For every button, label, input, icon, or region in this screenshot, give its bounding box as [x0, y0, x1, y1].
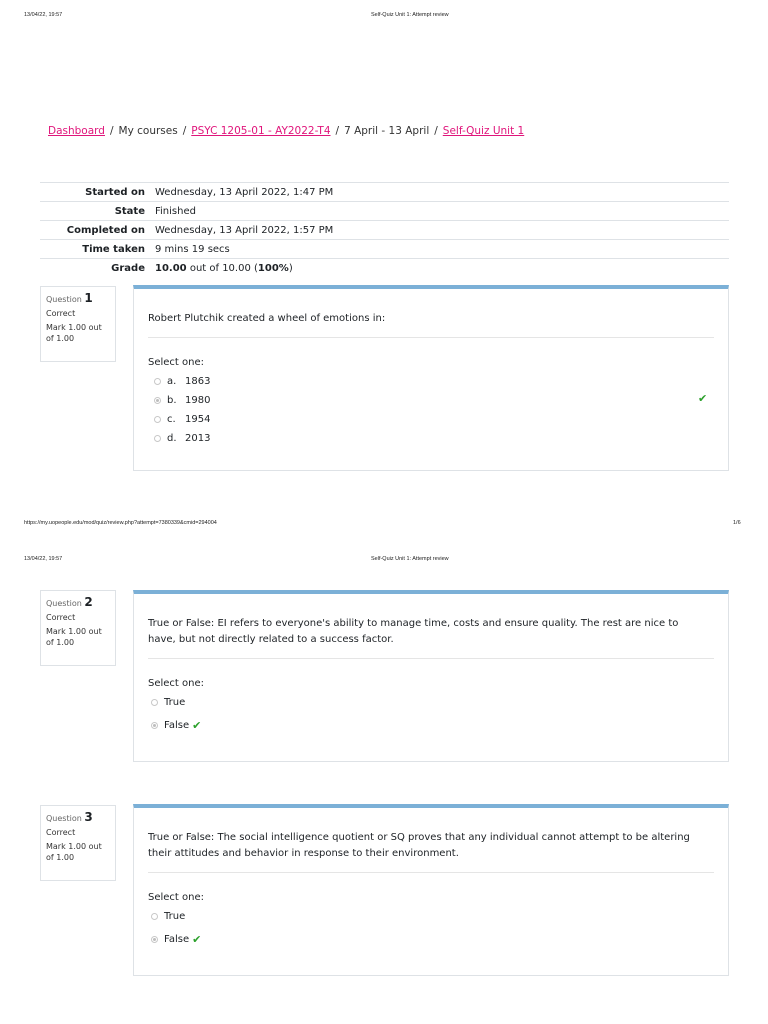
print-datetime: 13/04/22, 19:57 [24, 12, 63, 18]
summary-label: Time taken [40, 240, 150, 259]
question-mark: Mark 1.00 out of 1.00 [46, 627, 102, 647]
print-title: Self-Quiz Unit 1: Attempt review [371, 556, 449, 562]
question-text: Robert Plutchik created a wheel of emotions in: [148, 313, 386, 324]
option-letter: a. [167, 376, 177, 387]
print-page-number: 1/6 [733, 520, 741, 526]
print-datetime: 13/04/22, 19:57 [24, 556, 63, 562]
summary-value: Wednesday, 13 April 2022, 1:47 PM [150, 183, 729, 202]
divider [148, 872, 714, 873]
question-status: Correct [46, 309, 76, 318]
option-text: 1863 [185, 376, 211, 387]
print-title: Self-Quiz Unit 1: Attempt review [371, 12, 449, 18]
answer-option-a[interactable] [154, 376, 210, 387]
breadcrumb-quiz-link[interactable]: Self-Quiz Unit 1 [442, 125, 525, 137]
question-content-3 [133, 804, 729, 976]
breadcrumb-separator: / [109, 125, 114, 137]
question-mark: Mark 1.00 out of 1.00 [46, 842, 102, 862]
select-one-prompt: Select one: [148, 357, 205, 368]
answer-option-true[interactable] [151, 911, 185, 922]
grade-percent: 100% [257, 262, 289, 274]
question-info-1 [40, 286, 116, 362]
summary-value: Wednesday, 13 April 2022, 1:57 PM [150, 221, 729, 240]
summary-value: Finished [150, 202, 729, 221]
grade-score: 10.00 [155, 262, 187, 274]
summary-label: Completed on [40, 221, 150, 240]
summary-label: State [40, 202, 150, 221]
question-text: True or False: EI refers to everyone's ability to manage time, costs and ensure quality. The rest are nice to have, but not directly related to a success factor. [148, 618, 679, 645]
question-content-2 [133, 590, 729, 762]
grade-close: ) [288, 262, 293, 274]
radio-button-selected[interactable] [154, 397, 161, 404]
print-url: https://my.uopeople.edu/mod/quiz/review.php?attempt=7380339&cmid=294004 [24, 520, 217, 526]
answer-option-b[interactable] [154, 395, 210, 406]
answer-option-d[interactable] [154, 433, 210, 444]
question-number-value: 3 [84, 810, 93, 824]
radio-button-selected[interactable] [151, 722, 158, 729]
radio-button[interactable] [154, 416, 161, 423]
question-info-2 [40, 590, 116, 666]
radio-button[interactable] [151, 913, 158, 920]
breadcrumb-separator: / [335, 125, 340, 137]
question-status: Correct [46, 613, 76, 622]
summary-row-state [40, 202, 729, 221]
breadcrumb-dashboard-link[interactable]: Dashboard [48, 125, 105, 137]
option-text: True [164, 697, 186, 708]
option-text: 1980 [185, 395, 211, 406]
radio-button-selected[interactable] [151, 936, 158, 943]
summary-label: Started on [40, 183, 150, 202]
radio-button[interactable] [151, 699, 158, 706]
question-mark: Mark 1.00 out of 1.00 [46, 323, 102, 343]
question-status: Correct [46, 828, 76, 837]
breadcrumb-week: 7 April - 13 April [344, 125, 430, 137]
grade-out-of: out of 10.00 ( [186, 262, 258, 274]
breadcrumb-my-courses: My courses [118, 125, 178, 137]
question-label: Question [46, 814, 82, 823]
option-letter: d. [167, 433, 177, 444]
option-letter: c. [167, 414, 176, 425]
summary-row-completed [40, 221, 729, 240]
summary-row-grade [40, 259, 729, 278]
option-text: 2013 [185, 433, 211, 444]
check-icon: ✔ [192, 933, 202, 946]
radio-button[interactable] [154, 435, 161, 442]
option-text: False [164, 720, 190, 731]
option-text: 1954 [185, 414, 211, 425]
summary-value: 9 mins 19 secs [150, 240, 729, 259]
breadcrumb-course-link[interactable]: PSYC 1205-01 - AY2022-T4 [191, 125, 331, 137]
question-number-value: 1 [84, 291, 93, 305]
check-icon: ✔ [192, 719, 202, 732]
question-label: Question [46, 599, 82, 608]
select-one-prompt: Select one: [148, 892, 205, 903]
question-number [46, 595, 93, 609]
question-content-1 [133, 285, 729, 471]
question-number [46, 291, 93, 305]
option-letter: b. [167, 395, 177, 406]
question-number-value: 2 [84, 595, 93, 609]
question-text: True or False: The social intelligence quotient or SQ proves that any individual cannot attempt to be altering their attitudes and behavior in response to their environment. [148, 832, 690, 859]
answer-option-false[interactable] [151, 719, 201, 732]
question-label: Question [46, 295, 82, 304]
answer-option-false[interactable] [151, 933, 201, 946]
question-info-3 [40, 805, 116, 881]
summary-value [150, 259, 729, 278]
divider [148, 658, 714, 659]
breadcrumb [48, 125, 524, 137]
attempt-summary-table [40, 182, 729, 277]
breadcrumb-separator: / [182, 125, 187, 137]
summary-row-time-taken [40, 240, 729, 259]
summary-row-started [40, 183, 729, 202]
answer-option-true[interactable] [151, 697, 185, 708]
answer-option-c[interactable] [154, 414, 210, 425]
option-text: False [164, 934, 190, 945]
radio-button[interactable] [154, 378, 161, 385]
select-one-prompt: Select one: [148, 678, 205, 689]
option-text: True [164, 911, 186, 922]
question-number [46, 810, 93, 824]
summary-label: Grade [40, 259, 150, 278]
divider [148, 337, 714, 338]
breadcrumb-separator: / [434, 125, 438, 137]
check-icon: ✔ [698, 392, 708, 405]
